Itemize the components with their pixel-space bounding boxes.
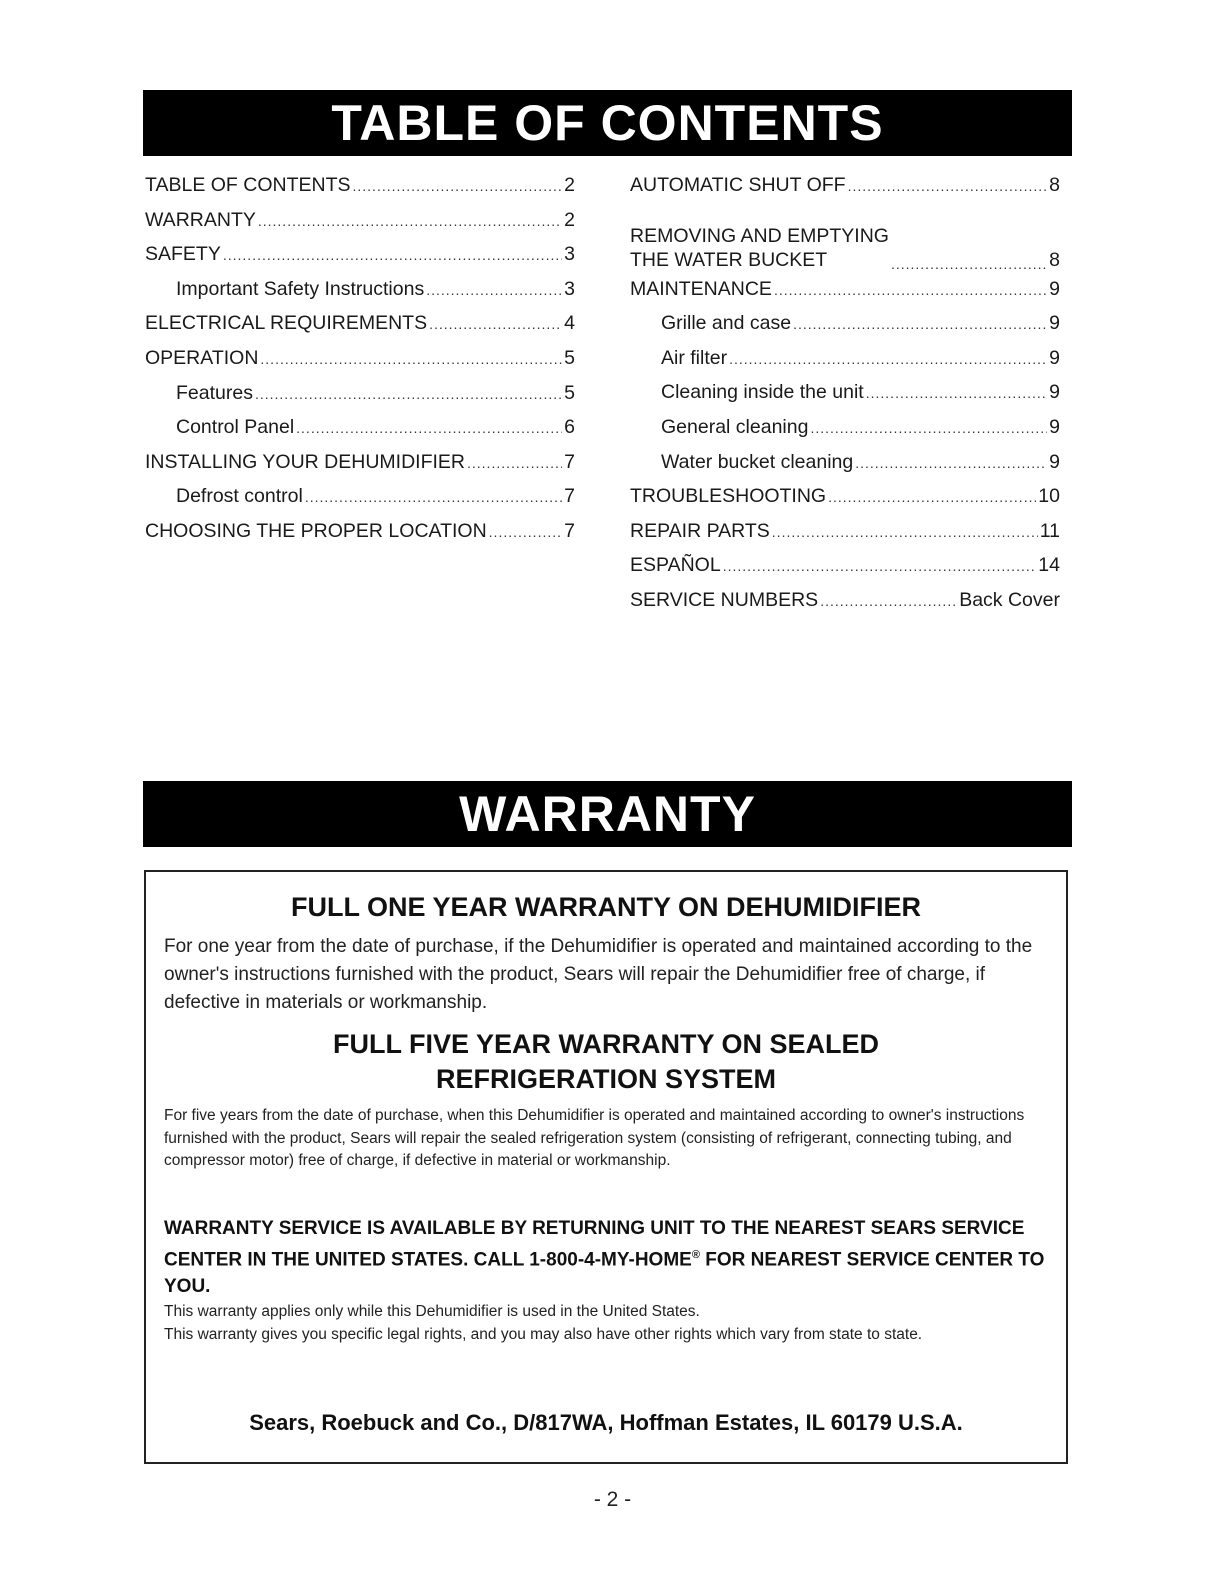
toc-leader-dots [729, 351, 1047, 367]
toc-entry-title: REPAIR PARTS [630, 519, 770, 542]
toc-left-column [145, 174, 575, 555]
toc-entry-title: Features [176, 381, 253, 404]
us-only-text: This warranty applies only while this Dehumidifier is used in the United States. [164, 1303, 700, 1320]
toc-entry-title: OPERATION [145, 346, 259, 369]
toc-entry-page: 9 [1049, 450, 1060, 473]
page-number: - 2 - [593, 1488, 632, 1511]
toc-leader-dots [772, 524, 1038, 540]
toc-entry-maintenance[interactable] [630, 278, 1060, 313]
toc-entry-title: WARRANTY [145, 208, 256, 231]
toc-leader-dots [820, 593, 957, 609]
one-year-warranty-text: For one year from the date of purchase, if the Dehumidifier is operated and maintained according to the owner's instructions furnished with the product, Sears will repair the Dehumidifier free of charge, if defective in materials or workmanship. [164, 936, 1033, 1013]
service-notice-part1: WARRANTY SERVICE IS AVAILABLE BY RETURNING UNIT TO THE NEAREST SEARS SERVICE CENTER IN THE UNITED STATES. CALL 1-800-4-MY-HOME [164, 1218, 1025, 1271]
toc-entry-title: Air filter [661, 346, 728, 369]
toc-leader-dots [426, 282, 562, 298]
five-year-warranty-title [146, 1027, 1066, 1097]
toc-leader-dots [828, 489, 1036, 505]
toc-leader-dots [774, 282, 1047, 298]
toc-entry-title: CHOOSING THE PROPER LOCATION [145, 519, 487, 542]
toc-entry-automatic-shut-off[interactable] [630, 174, 1060, 209]
toc-entry-title: Defrost control [176, 485, 303, 508]
toc-entry-page: 11 [1039, 519, 1060, 542]
registered-mark: ® [691, 1249, 700, 1261]
legal-rights-text: This warranty gives you specific legal rights, and you may also have other rights which vary from state to state. [164, 1326, 923, 1343]
toc-entry-page: 4 [564, 312, 575, 335]
toc-leader-dots [258, 213, 562, 229]
toc-entry-title: AUTOMATIC SHUT OFF [630, 174, 846, 196]
toc-entry-page: 5 [564, 346, 575, 369]
toc-entry-page: 9 [1049, 381, 1060, 404]
toc-entry-title: Water bucket cleaning [661, 450, 854, 473]
toc-entry-title-line2: THE WATER BUCKET [630, 248, 828, 271]
toc-entry-grille-and-case[interactable] [630, 312, 1060, 347]
toc-entry-warranty[interactable] [145, 209, 575, 244]
toc-leader-dots [223, 247, 562, 263]
toc-entry-page: 3 [564, 243, 575, 266]
warranty-banner: WARRANTY [143, 781, 1072, 847]
service-notice-part2: FOR NEAREST SERVICE CENTER TO YOU. [164, 1249, 1045, 1298]
toc-entry-table-of-contents[interactable] [145, 174, 575, 209]
toc-entry-title-line1: REMOVING AND EMPTYING [630, 224, 889, 247]
toc-entry-page: 7 [564, 519, 575, 542]
toc-entry-page: 10 [1038, 485, 1060, 508]
toc-leader-dots [891, 256, 1047, 272]
toc-entry-page: 9 [1049, 346, 1060, 369]
toc-entry-removing-and-emptying[interactable] [630, 209, 1060, 278]
toc-entry-title: TABLE OF CONTENTS [145, 174, 351, 196]
toc-entry-title: MAINTENANCE [630, 277, 772, 300]
toc-banner: TABLE OF CONTENTS [143, 90, 1072, 156]
five-year-warranty-text: For five years from the date of purchase, when this Dehumidifier is operated and maintained according to owner's instructions furnished with the product, Sears will repair the sealed refrigeration system (consisting of refrigerant, connecting tubing, and compressor motor) free of charge, if defective in material or workmanship. [164, 1107, 1025, 1169]
sears-address: Sears, Roebuck and Co., D/817WA, Hoffman Estates, IL 60179 U.S.A. [249, 1410, 963, 1435]
toc-entry-page: 6 [564, 416, 575, 439]
toc-entry-page: 5 [564, 381, 575, 404]
toc-entry-title: Grille and case [661, 312, 792, 335]
toc-entry-title: TROUBLESHOOTING [630, 485, 827, 508]
toc-entry-page: 9 [1049, 277, 1060, 300]
toc-leader-dots [305, 489, 562, 505]
toc-entry-electrical-requirements[interactable] [145, 312, 575, 347]
toc-entry-title: Cleaning inside the unit [661, 381, 864, 404]
five-year-warranty-title-line1: FULL FIVE YEAR WARRANTY ON SEALED [332, 1029, 880, 1059]
toc-entry-title: SERVICE NUMBERS [630, 588, 819, 611]
toc-leader-dots [489, 524, 562, 540]
toc-leader-dots [866, 385, 1047, 401]
toc-entry-title [630, 224, 889, 272]
one-year-warranty-title: FULL ONE YEAR WARRANTY ON DEHUMIDIFIER [290, 892, 922, 922]
toc-entry-safety[interactable] [145, 243, 575, 278]
toc-entry-page: 14 [1038, 554, 1060, 577]
toc-leader-dots [296, 420, 562, 436]
toc-leader-dots [793, 316, 1047, 332]
toc-leader-dots [353, 178, 563, 194]
toc-leader-dots [260, 351, 562, 367]
toc-entry-title: SAFETY [145, 243, 221, 266]
toc-entry-installing-your-dehumidifier[interactable] [145, 451, 575, 486]
toc-entry-service-numbers[interactable] [630, 589, 1060, 624]
toc-entry-general-cleaning[interactable] [630, 416, 1060, 451]
warranty-service-notice [164, 1215, 1054, 1300]
toc-entry-page: 8 [1049, 248, 1060, 271]
toc-entry-water-bucket-cleaning[interactable] [630, 451, 1060, 486]
toc-leader-dots [848, 178, 1048, 194]
toc-entry-title: Important Safety Instructions [176, 277, 425, 300]
toc-entry-page: 9 [1049, 415, 1060, 438]
toc-entry-air-filter[interactable] [630, 347, 1060, 382]
toc-entry-title: General cleaning [661, 415, 809, 438]
toc-entry-page: 9 [1049, 312, 1060, 335]
toc-right-column [630, 174, 1060, 624]
toc-entry-page: 7 [564, 450, 575, 473]
toc-entry-espanol[interactable] [630, 554, 1060, 589]
warranty-box [144, 870, 1068, 1464]
toc-entry-page: 2 [564, 174, 575, 196]
toc-leader-dots [467, 455, 562, 471]
toc-entry-cleaning-inside-the-unit[interactable] [630, 381, 1060, 416]
toc-entry-page: Back Cover [959, 588, 1060, 611]
toc-entry-page: 2 [564, 208, 575, 231]
toc-entry-title: ESPAÑOL [630, 554, 721, 577]
toc-entry-title: Control Panel [176, 416, 295, 439]
toc-entry-title: INSTALLING YOUR DEHUMIDIFIER [145, 450, 465, 473]
toc-entry-page: 7 [564, 485, 575, 508]
toc-entry-features[interactable] [145, 382, 575, 417]
toc-entry-important-safety-instructions[interactable] [145, 278, 575, 313]
toc-entry-troubleshooting[interactable] [630, 485, 1060, 520]
toc-leader-dots [723, 558, 1037, 574]
five-year-warranty-title-line2: REFRIGERATION SYSTEM [435, 1064, 777, 1094]
toc-entry-repair-parts[interactable] [630, 520, 1060, 555]
toc-entry-page: 8 [1049, 174, 1060, 196]
toc-leader-dots [810, 420, 1047, 436]
toc-leader-dots [255, 386, 562, 402]
toc-entry-defrost-control[interactable] [145, 485, 575, 520]
toc-leader-dots [429, 316, 562, 332]
toc-entry-title: ELECTRICAL REQUIREMENTS [145, 312, 428, 335]
toc-leader-dots [855, 455, 1047, 471]
toc-entry-choosing-the-proper-location[interactable] [145, 520, 575, 555]
toc-entry-control-panel[interactable] [145, 416, 575, 451]
toc-entry-page: 3 [564, 277, 575, 300]
toc-entry-operation[interactable] [145, 347, 575, 382]
